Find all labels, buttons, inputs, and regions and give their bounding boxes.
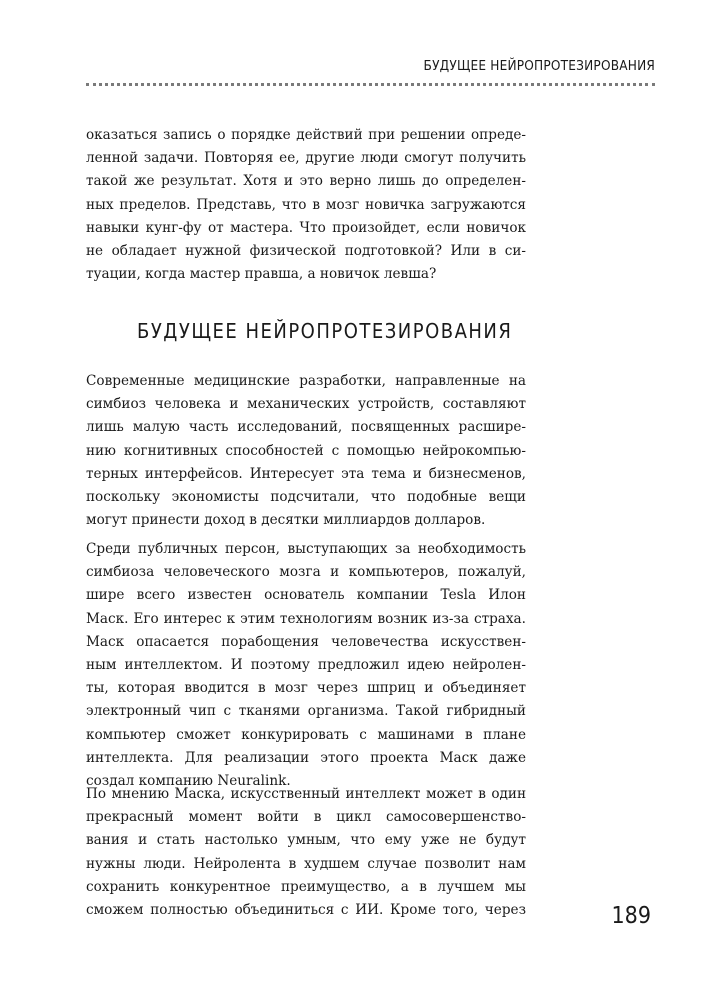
text-line: ленной задачи. Повторяя ее, другие люди смогут получить	[86, 150, 526, 167]
text-line: ным интеллектом. И поэтому предложил идею нейролен-	[86, 657, 526, 674]
running-header: БУДУЩЕЕ НЕЙРОПРОТЕЗИРОВАНИЯ	[423, 58, 655, 74]
section-title: БУДУЩЕЕ НЕЙРОПРОТЕЗИРОВАНИЯ	[137, 319, 513, 343]
text-line: туации, когда мастер правша, а новичок левша?	[86, 266, 437, 283]
text-line: Среди публичных персон, выступающих за необходимость	[86, 541, 526, 557]
paragraph-research	[86, 370, 526, 532]
text-line: поскольку экономисты подсчитали, что подобные вещи	[86, 489, 526, 506]
text-line: вания и стать настолько умным, что ему уже не будут	[86, 832, 526, 849]
text-line: Маск. Его интерес к этим технологиям возник из-за страха.	[86, 610, 526, 627]
text-line: нужны люди. Нейролента в худшем случае позволит нам	[86, 855, 526, 872]
text-line: оказаться запись о порядке действий при решении опреде-	[86, 127, 526, 143]
text-line: не обладает нужной физической подготовкой? Или в си-	[86, 243, 526, 260]
paragraph-continuation	[86, 124, 526, 286]
text-line: симбиоз человека и механических устройств, составляют	[86, 396, 526, 413]
text-line: могут принести доход в десятки миллиардов долларов.	[86, 512, 486, 529]
text-line: Маск опасается порабощения человечества искусствен-	[86, 633, 526, 650]
text-line: По мнению Маска, искусственный интеллект может в один	[86, 786, 526, 802]
paragraph-ai-opinion	[86, 783, 526, 922]
text-line: лишь малую часть исследований, посвященных расшире-	[86, 419, 526, 436]
text-line: интеллекта. Для реализации этого проекта Маск даже	[86, 749, 526, 766]
text-line: навыки кунг-фу от мастера. Что произойдет, если новичок	[86, 219, 526, 236]
text-line: компьютер сможет конкурировать с машинами в плане	[86, 726, 526, 743]
page-number: 189	[611, 903, 651, 929]
text-line: шире всего известен основатель компании Tesla Илон	[86, 587, 526, 604]
text-line: ты, которая вводится в мозг через шприц и объединяет	[86, 680, 526, 697]
text-line: Современные медицинские разработки, направленные на	[86, 373, 526, 389]
text-line: ных пределов. Представь, что в мозг новичка загружаются	[86, 196, 526, 213]
text-line: создал компанию Neuralink.	[86, 773, 291, 790]
text-line: прекрасный момент войти в цикл самосовершенство-	[86, 809, 526, 826]
text-line: сможем полностью объединиться с ИИ. Кроме того, через	[86, 902, 526, 919]
header-dotted-rule	[86, 83, 655, 86]
text-line: терных интерфейсов. Интересует эта тема и бизнесменов,	[86, 465, 526, 482]
text-line: такой же результат. Хотя и это верно лишь до определен-	[86, 173, 526, 190]
paragraph-musk	[86, 538, 526, 793]
text-line: электронный чип с тканями организма. Такой гибридный	[86, 703, 526, 720]
text-line: нию когнитивных способностей с помощью нейрокомпью-	[86, 442, 526, 459]
text-line: симбиоза человеческого мозга и компьютеров, пожалуй,	[86, 564, 526, 581]
text-line: сохранить конкурентное преимущество, а в лучшем мы	[86, 878, 526, 895]
